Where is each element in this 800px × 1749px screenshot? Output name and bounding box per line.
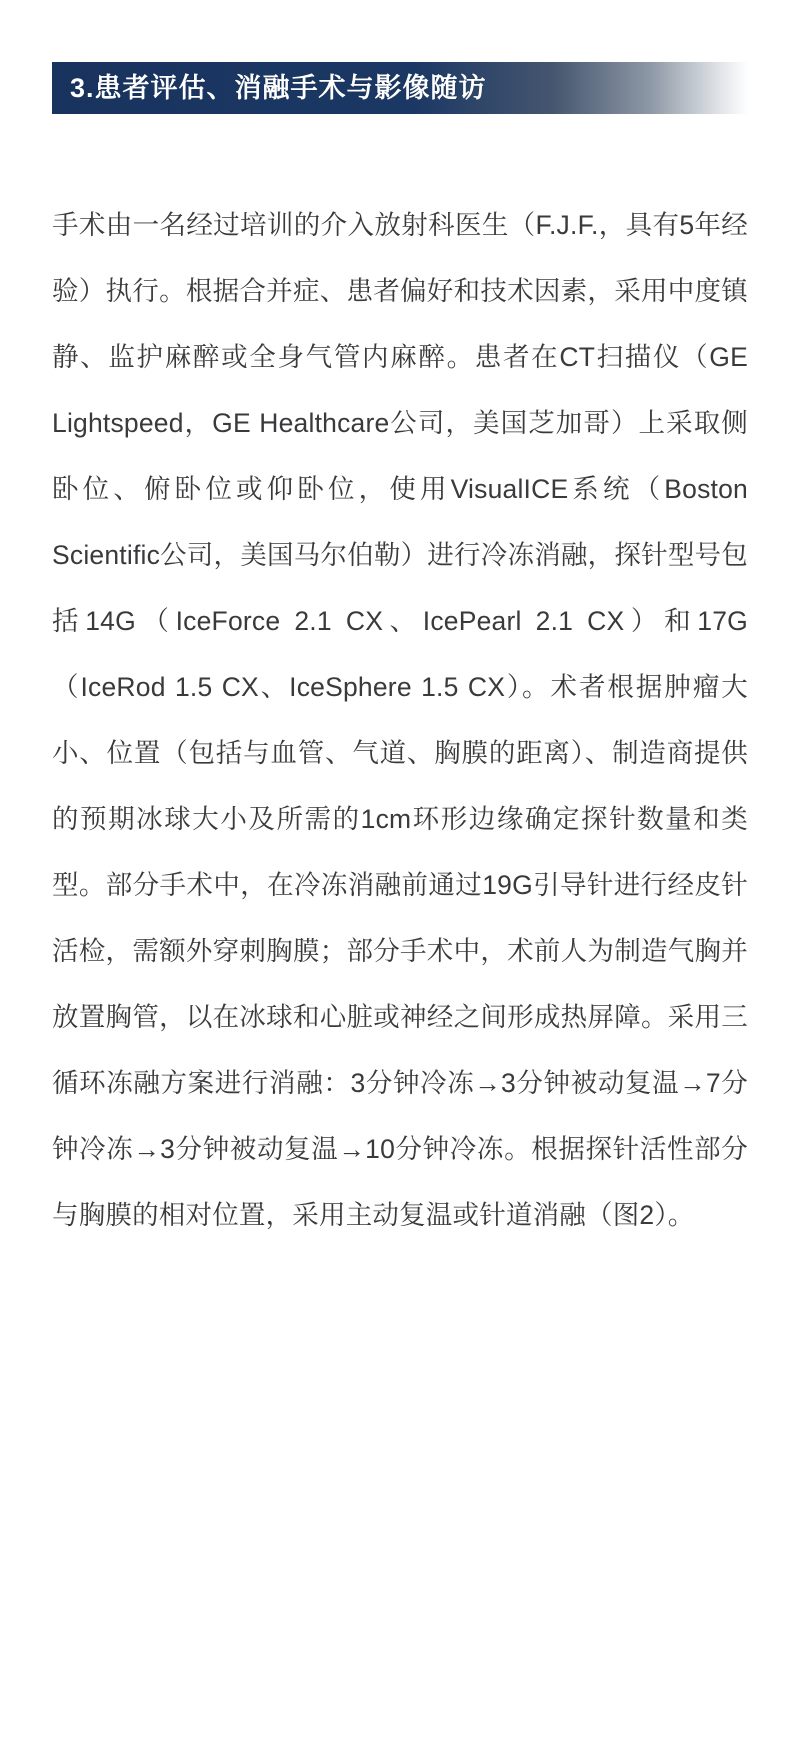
section-heading-banner	[52, 62, 748, 114]
body-container	[0, 192, 800, 1248]
section-heading-container	[0, 62, 800, 114]
section-heading-title: 3.患者评估、消融手术与影像随访	[70, 72, 487, 103]
document-page	[0, 62, 800, 1749]
body-paragraph: 手术由一名经过培训的介入放射科医生（F.J.F.，具有5年经验）执行。根据合并症、患者偏好和技术因素，采用中度镇静、监护麻醉或全身气管内麻醉。患者在CT扫描仪（GE Lightspeed，GE Healthcare公司，美国芝加哥）上采取侧卧位、俯卧位或仰卧位，使用VisualICE系统（Boston Scientific公司，美国马尔伯勒）进行冷冻消融，探针型号包括14G（IceForce 2.1 CX、IcePearl 2.1 CX）和17G（IceRod 1.5 CX、IceSphere 1.5 CX）。术者根据肿瘤大小、位置（包括与血管、气道、胸膜的距离）、制造商提供的预期冰球大小及所需的1cm环形边缘确定探针数量和类型。部分手术中，在冷冻消融前通过19G引导针进行经皮针活检，需额外穿刺胸膜；部分手术中，术前人为制造气胸并放置胸管，以在冰球和心脏或神经之间形成热屏障。采用三循环冻融方案进行消融：3分钟冷冻→3分钟被动复温→7分钟冷冻→3分钟被动复温→10分钟冷冻。根据探针活性部分与胸膜的相对位置，采用主动复温或针道消融（图2）。	[52, 210, 748, 1230]
